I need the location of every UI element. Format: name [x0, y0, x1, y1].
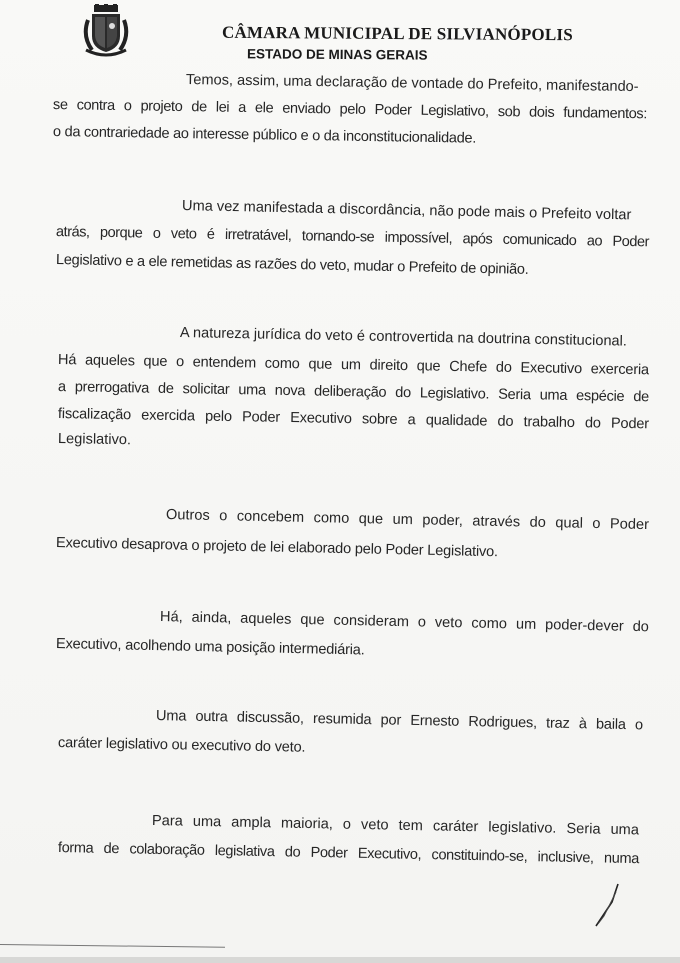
paragraph-6-line-1: Uma outra discussão, resumida por Ernesto Rodrigues, traz à baila o — [155, 708, 644, 734]
paragraph-3-line-2: Há aqueles que o entendem como que um direito que Chefe do Executivo exerceria — [57, 352, 650, 379]
paragraph-6-line-2: caráter legislativo ou executivo do veto. — [57, 735, 306, 756]
state-subtitle: ESTADO DE MINAS GERAIS — [246, 46, 428, 63]
paragraph-3-line-5: Legislativo. — [57, 431, 132, 449]
footer-rule — [0, 944, 225, 948]
paragraph-4-line-1: Outros o concebem como que um poder, através do qual o Poder — [165, 507, 650, 534]
paragraph-3-line-4: fiscalização exercida pelo Poder Executivo sobre a qualidade do trabalho do Poder — [57, 406, 650, 433]
chamber-title: CÂMARA MUNICIPAL DE SILVIANÓPOLIS — [221, 22, 573, 45]
signature-mark-icon — [592, 880, 622, 930]
paragraph-5-line-1: Há, ainda, aqueles que consideram o veto como um poder-dever do — [159, 609, 650, 636]
coat-of-arms-icon — [80, 4, 132, 58]
paragraph-5-line-2: Executivo, acolhendo uma posição intermediária. — [55, 636, 365, 659]
paragraph-7-line-1: Para uma ampla maioria, o veto tem caráter legislativo. Seria uma — [151, 813, 640, 839]
paragraph-3-line-3: a prerrogativa de solicitar uma nova deliberação do Legislativo. Seria uma espécie de — [57, 379, 650, 406]
paragraph-3-line-1: A natureza jurídica do veto é controvertida na doutrina constitucional. — [179, 325, 628, 350]
paragraph-2-line-2: atrás, porque o veto é irretratável, tornando-se impossível, após comunicado ao Poder — [55, 224, 650, 251]
page-bottom-edge — [0, 957, 680, 963]
paragraph-1-line-3: o da contrariedade ao interesse público e o da inconstitucionalidade. — [52, 124, 477, 147]
paragraph-7-line-2: forma de colaboração legislativa do Poder Executivo, constituindo-se, inclusive, numa — [57, 840, 640, 868]
paragraph-1-line-1: Temos, assim, uma declaração de vontade do Prefeito, manifestando- — [185, 72, 639, 96]
paragraph-1-line-2: se contra o projeto de lei a ele enviado pelo Poder Legislativo, sob dois fundamentos: — [52, 97, 648, 123]
paragraph-2-line-1: Uma vez manifestada a discordância, não pode mais o Prefeito voltar — [181, 198, 632, 224]
paragraph-4-line-2: Executivo desaprova o projeto de lei elaborado pelo Poder Legislativo. — [55, 535, 499, 561]
paragraph-2-line-3: Legislativo e a ele remetidas as razões do veto, mudar o Prefeito de opinião. — [55, 252, 529, 278]
